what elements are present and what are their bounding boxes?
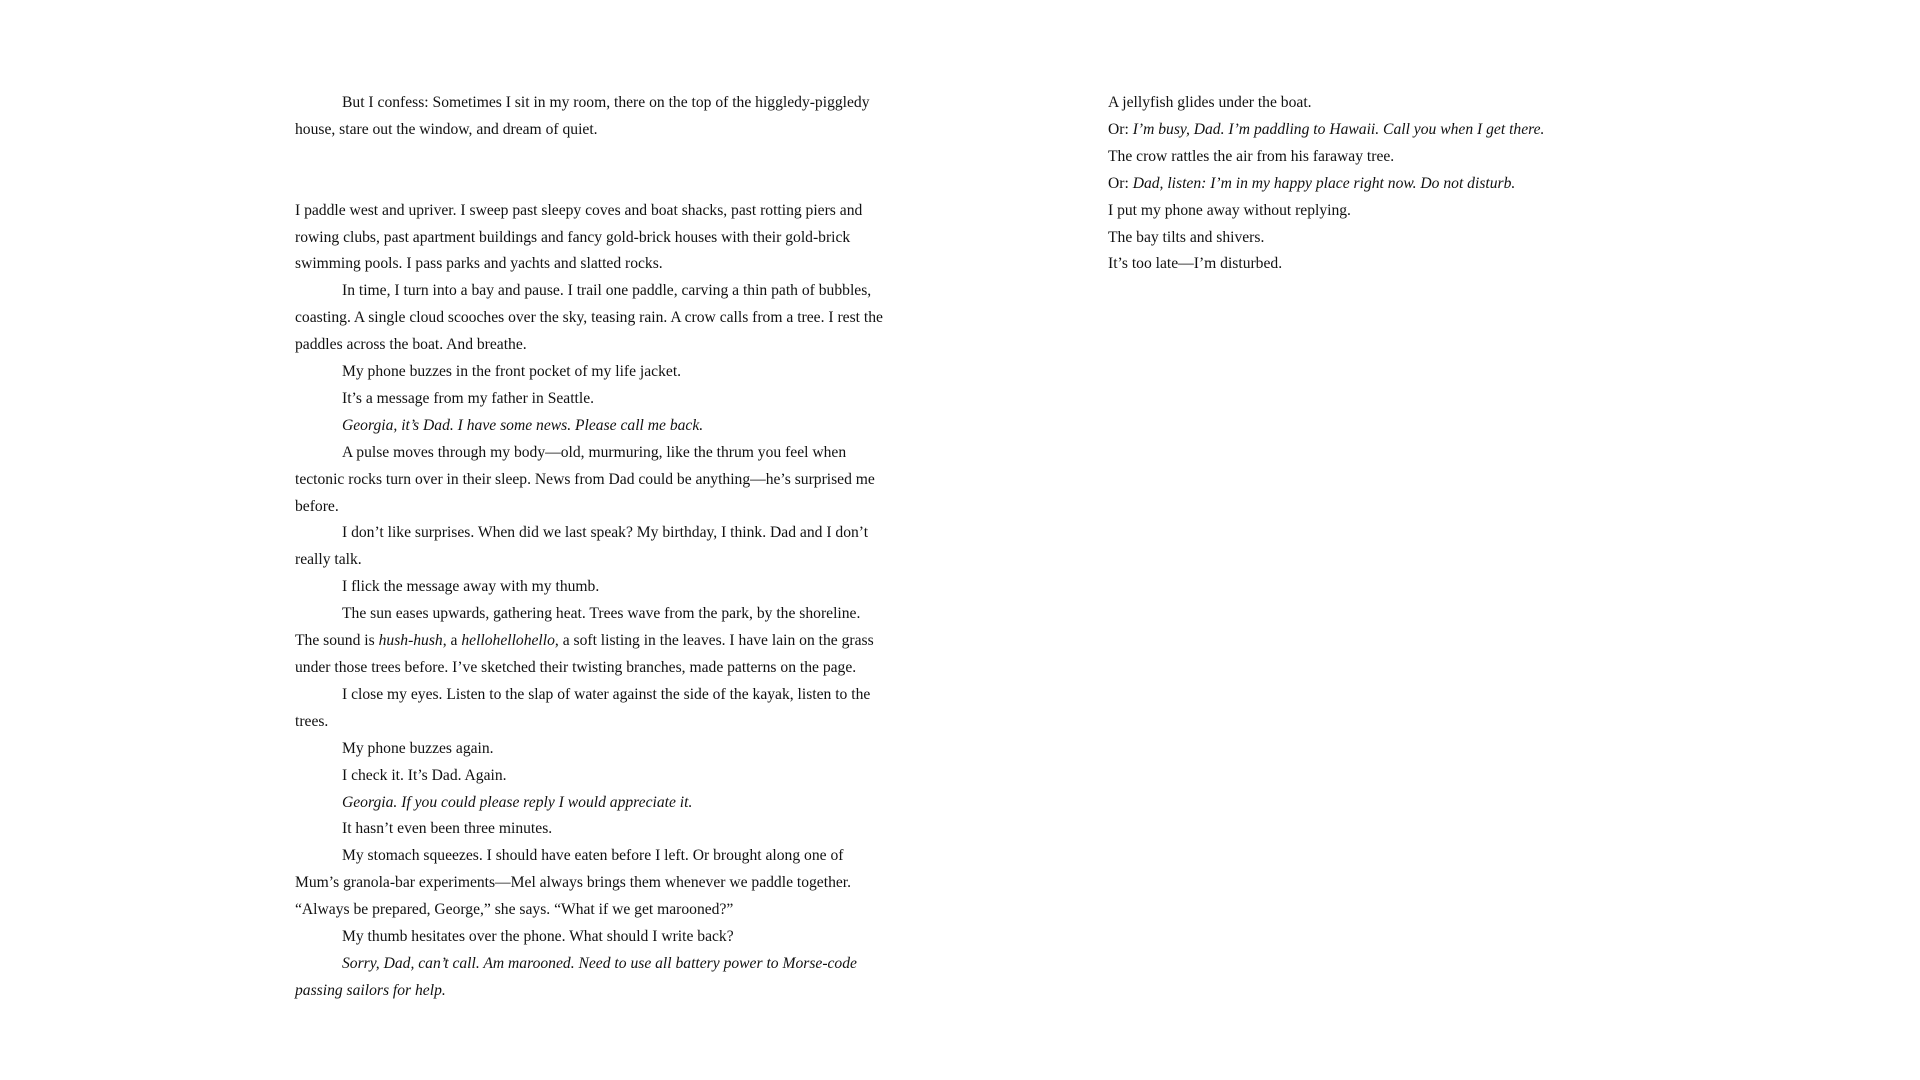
paragraph-7: I don’t like surprises. When did we last speak? My birthday, I think. Dad and I don’t really talk. — [295, 524, 869, 569]
paragraph-4: It’s a message from my father in Seattle. — [342, 389, 595, 407]
section-break — [295, 144, 885, 198]
dad-message-1: Georgia, it’s Dad. I have some news. Please call me back. — [342, 416, 704, 434]
right-paragraph-4-prefix: Or: — [1108, 174, 1133, 192]
paragraph-14: It hasn’t even been three minutes. — [342, 820, 553, 838]
right-paragraph-5: I put my phone away without replying. — [1108, 201, 1351, 219]
right-paragraph-3: The crow rattles the air from his faraway tree. — [1108, 147, 1395, 165]
right-paragraph-2 — [1108, 117, 1668, 144]
left-page — [295, 90, 885, 1005]
paragraph-2: In time, I turn into a bay and pause. I trail one paddle, carving a thin path of bubbles, coasting. A single cloud scooches over the sky, teasing rain. A crow calls from a tree. I rest the paddles across the boat. And breathe. — [295, 282, 883, 354]
right-page — [1108, 90, 1668, 278]
right-paragraph-7: It’s too late—I’m disturbed. — [1108, 255, 1283, 273]
paragraph-5-message — [295, 413, 885, 440]
paragraph-13-message — [295, 790, 885, 817]
draft-reply-3: Dad, listen: I’m in my happy place right now. Do not disturb. — [1132, 174, 1516, 192]
paragraph-9-part-e: , a soft listing in the leaves. I have lain on the grass under those trees before. I’ve sketched their twisting branches, made patterns on the page. — [295, 632, 874, 677]
paragraph-3: My phone buzzes in the front pocket of my life jacket. — [342, 363, 682, 381]
paragraph-11: My phone buzzes again. — [342, 739, 494, 757]
paragraph-8: I flick the message away with my thumb. — [342, 578, 600, 596]
right-paragraph-4 — [1108, 171, 1668, 198]
draft-reply-1: Sorry, Dad, can’t call. Am marooned. Need to use all battery power to Morse-code passing sailors for help. — [295, 954, 857, 999]
paragraph-9-hush: hush-hush — [378, 632, 443, 650]
paragraph-9-part-c: , a — [442, 632, 462, 650]
paragraph-1: I paddle west and upriver. I sweep past sleepy coves and boat shacks, past rotting piers and rowing clubs, past apartment buildings and fancy gold-brick houses with their gold-brick swimming pools. I pass parks and yachts and slatted rocks. — [295, 201, 863, 273]
right-paragraph-2-prefix: Or: — [1108, 120, 1133, 138]
paragraph-6: A pulse moves through my body—old, murmuring, like the thrum you feel when tectonic rocks turn over in their sleep. News from Dad could be anything—he’s surprised me before. — [295, 443, 875, 515]
right-paragraph-1: A jellyfish glides under the boat. — [1108, 94, 1312, 111]
paragraph-12: I check it. It’s Dad. Again. — [342, 766, 507, 784]
paragraph-10: I close my eyes. Listen to the slap of water against the side of the kayak, listen to the trees. — [295, 685, 871, 730]
right-paragraph-6: The bay tilts and shivers. — [1108, 228, 1265, 246]
paragraph-9 — [295, 601, 885, 682]
paragraph-15: My stomach squeezes. I should have eaten before I left. Or brought along one of Mum’s granola-bar experiments—Mel always brings them whenever we paddle together. “Always be prepared, George,” she says. “What if we get marooned?” — [295, 847, 852, 919]
paragraph-17-reply — [295, 951, 885, 1005]
paragraph-9-part-a: The sun eases upwards, gathering heat. Trees wave from the park, by the shoreline. The sound is — [295, 605, 861, 650]
paragraph-9-hello: hellohellohello — [461, 632, 555, 650]
dad-message-2: Georgia. If you could please reply I would appreciate it. — [342, 793, 693, 811]
draft-reply-2: I’m busy, Dad. I’m paddling to Hawaii. Call you when I get there. — [1132, 120, 1545, 138]
paragraph-intro: But I confess: Sometimes I sit in my room, there on the top of the higgledy-piggledy house, stare out the window, and dream of quiet. — [295, 94, 870, 138]
paragraph-16: My thumb hesitates over the phone. What should I write back? — [342, 928, 734, 946]
